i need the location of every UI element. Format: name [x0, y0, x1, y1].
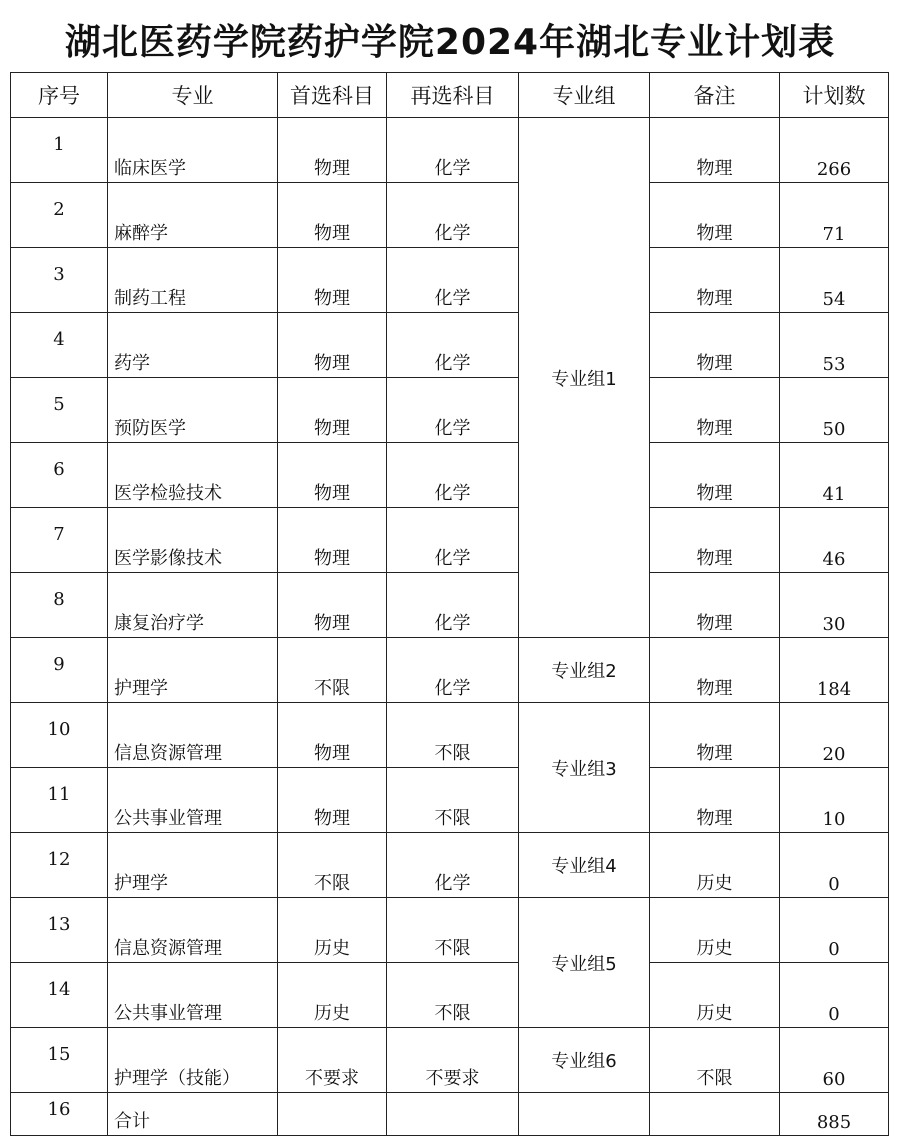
table-row	[11, 833, 889, 898]
cell-note: 历史	[650, 898, 780, 963]
cell-first-subject: 不限	[278, 638, 387, 703]
cell-note: 物理	[650, 573, 780, 638]
table-row	[11, 638, 889, 703]
cell-plan: 41	[780, 443, 889, 508]
cell-plan: 50	[780, 378, 889, 443]
table-row	[11, 703, 889, 768]
cell-first-subject: 物理	[278, 703, 387, 768]
cell-plan: 46	[780, 508, 889, 573]
cell-second-subject: 化学	[387, 833, 519, 898]
cell-second-subject: 化学	[387, 443, 519, 508]
cell-plan: 184	[780, 638, 889, 703]
cell-major: 药学	[108, 313, 278, 378]
cell-plan: 71	[780, 183, 889, 248]
cell-plan: 266	[780, 118, 889, 183]
cell-second-subject: 化学	[387, 378, 519, 443]
cell-first-subject: 物理	[278, 768, 387, 833]
cell-major: 合计	[108, 1093, 278, 1136]
cell-plan: 20	[780, 703, 889, 768]
cell-note: 物理	[650, 638, 780, 703]
cell-major: 麻醉学	[108, 183, 278, 248]
table-row	[11, 573, 889, 638]
cell-note: 物理	[650, 313, 780, 378]
cell-second-subject	[387, 1093, 519, 1136]
cell-major: 医学检验技术	[108, 443, 278, 508]
table-row	[11, 118, 889, 183]
cell-group-3: 专业组3	[519, 703, 650, 833]
cell-index: 13	[11, 898, 108, 963]
cell-plan: 10	[780, 768, 889, 833]
cell-plan: 30	[780, 573, 889, 638]
cell-index: 2	[11, 183, 108, 248]
cell-first-subject: 物理	[278, 118, 387, 183]
cell-index: 6	[11, 443, 108, 508]
page-title: 湖北医药学院药护学院2024年湖北专业计划表	[64, 22, 836, 63]
cell-note	[650, 1093, 780, 1136]
plan-table	[10, 72, 889, 1136]
cell-note: 不限	[650, 1028, 780, 1093]
cell-plan: 0	[780, 963, 889, 1028]
cell-plan: 53	[780, 313, 889, 378]
cell-group-empty	[519, 1093, 650, 1136]
table-row	[11, 898, 889, 963]
cell-index: 11	[11, 768, 108, 833]
header-index: 序号	[11, 73, 108, 118]
cell-second-subject: 不限	[387, 768, 519, 833]
cell-major: 公共事业管理	[108, 768, 278, 833]
cell-second-subject: 不限	[387, 963, 519, 1028]
cell-first-subject: 物理	[278, 573, 387, 638]
cell-major: 康复治疗学	[108, 573, 278, 638]
cell-plan: 54	[780, 248, 889, 313]
cell-index: 7	[11, 508, 108, 573]
cell-second-subject: 化学	[387, 638, 519, 703]
table-row	[11, 443, 889, 508]
cell-note: 物理	[650, 378, 780, 443]
cell-note: 物理	[650, 768, 780, 833]
table-row	[11, 768, 889, 833]
table-header-row	[11, 73, 889, 118]
cell-first-subject: 不限	[278, 833, 387, 898]
cell-note: 历史	[650, 963, 780, 1028]
cell-major: 医学影像技术	[108, 508, 278, 573]
cell-first-subject	[278, 1093, 387, 1136]
cell-note: 物理	[650, 183, 780, 248]
cell-plan-total: 885	[780, 1093, 889, 1136]
cell-index: 16	[11, 1093, 108, 1136]
cell-group-5: 专业组5	[519, 898, 650, 1028]
cell-second-subject: 化学	[387, 313, 519, 378]
cell-first-subject: 物理	[278, 443, 387, 508]
cell-note: 物理	[650, 248, 780, 313]
header-second-subject: 再选科目	[387, 73, 519, 118]
cell-first-subject: 历史	[278, 898, 387, 963]
header-group: 专业组	[519, 73, 650, 118]
cell-second-subject: 化学	[387, 573, 519, 638]
cell-index: 12	[11, 833, 108, 898]
cell-plan: 60	[780, 1028, 889, 1093]
cell-second-subject: 化学	[387, 508, 519, 573]
cell-index: 4	[11, 313, 108, 378]
table-row	[11, 183, 889, 248]
table-row	[11, 1028, 889, 1093]
cell-major: 护理学	[108, 833, 278, 898]
cell-first-subject: 物理	[278, 508, 387, 573]
cell-major: 信息资源管理	[108, 703, 278, 768]
cell-note: 历史	[650, 833, 780, 898]
table-row	[11, 248, 889, 313]
cell-first-subject: 物理	[278, 313, 387, 378]
cell-note: 物理	[650, 443, 780, 508]
cell-index: 9	[11, 638, 108, 703]
cell-index: 1	[11, 118, 108, 183]
cell-plan: 0	[780, 898, 889, 963]
cell-major: 护理学（技能）	[108, 1028, 278, 1093]
cell-index: 14	[11, 963, 108, 1028]
cell-index: 3	[11, 248, 108, 313]
cell-index: 8	[11, 573, 108, 638]
cell-major: 预防医学	[108, 378, 278, 443]
cell-second-subject: 不限	[387, 703, 519, 768]
table-row-total	[11, 1093, 889, 1136]
header-note: 备注	[650, 73, 780, 118]
cell-note: 物理	[650, 508, 780, 573]
cell-major: 信息资源管理	[108, 898, 278, 963]
header-first-subject: 首选科目	[278, 73, 387, 118]
cell-index: 10	[11, 703, 108, 768]
cell-group-1: 专业组1	[519, 118, 650, 638]
table-row	[11, 313, 889, 378]
cell-major: 公共事业管理	[108, 963, 278, 1028]
cell-first-subject: 历史	[278, 963, 387, 1028]
cell-major: 护理学	[108, 638, 278, 703]
cell-major: 临床医学	[108, 118, 278, 183]
table-row	[11, 378, 889, 443]
cell-second-subject: 化学	[387, 183, 519, 248]
cell-group-2: 专业组2	[519, 638, 650, 703]
cell-second-subject: 化学	[387, 248, 519, 313]
cell-first-subject: 不要求	[278, 1028, 387, 1093]
cell-second-subject: 化学	[387, 118, 519, 183]
table-row	[11, 508, 889, 573]
cell-group-4: 专业组4	[519, 833, 650, 898]
cell-major: 制药工程	[108, 248, 278, 313]
cell-first-subject: 物理	[278, 248, 387, 313]
cell-note: 物理	[650, 118, 780, 183]
table-row	[11, 963, 889, 1028]
cell-first-subject: 物理	[278, 378, 387, 443]
cell-group-6: 专业组6	[519, 1028, 650, 1093]
cell-plan: 0	[780, 833, 889, 898]
header-major: 专业	[108, 73, 278, 118]
cell-index: 5	[11, 378, 108, 443]
cell-second-subject: 不要求	[387, 1028, 519, 1093]
cell-first-subject: 物理	[278, 183, 387, 248]
cell-second-subject: 不限	[387, 898, 519, 963]
cell-index: 15	[11, 1028, 108, 1093]
header-plan: 计划数	[780, 73, 889, 118]
cell-note: 物理	[650, 703, 780, 768]
